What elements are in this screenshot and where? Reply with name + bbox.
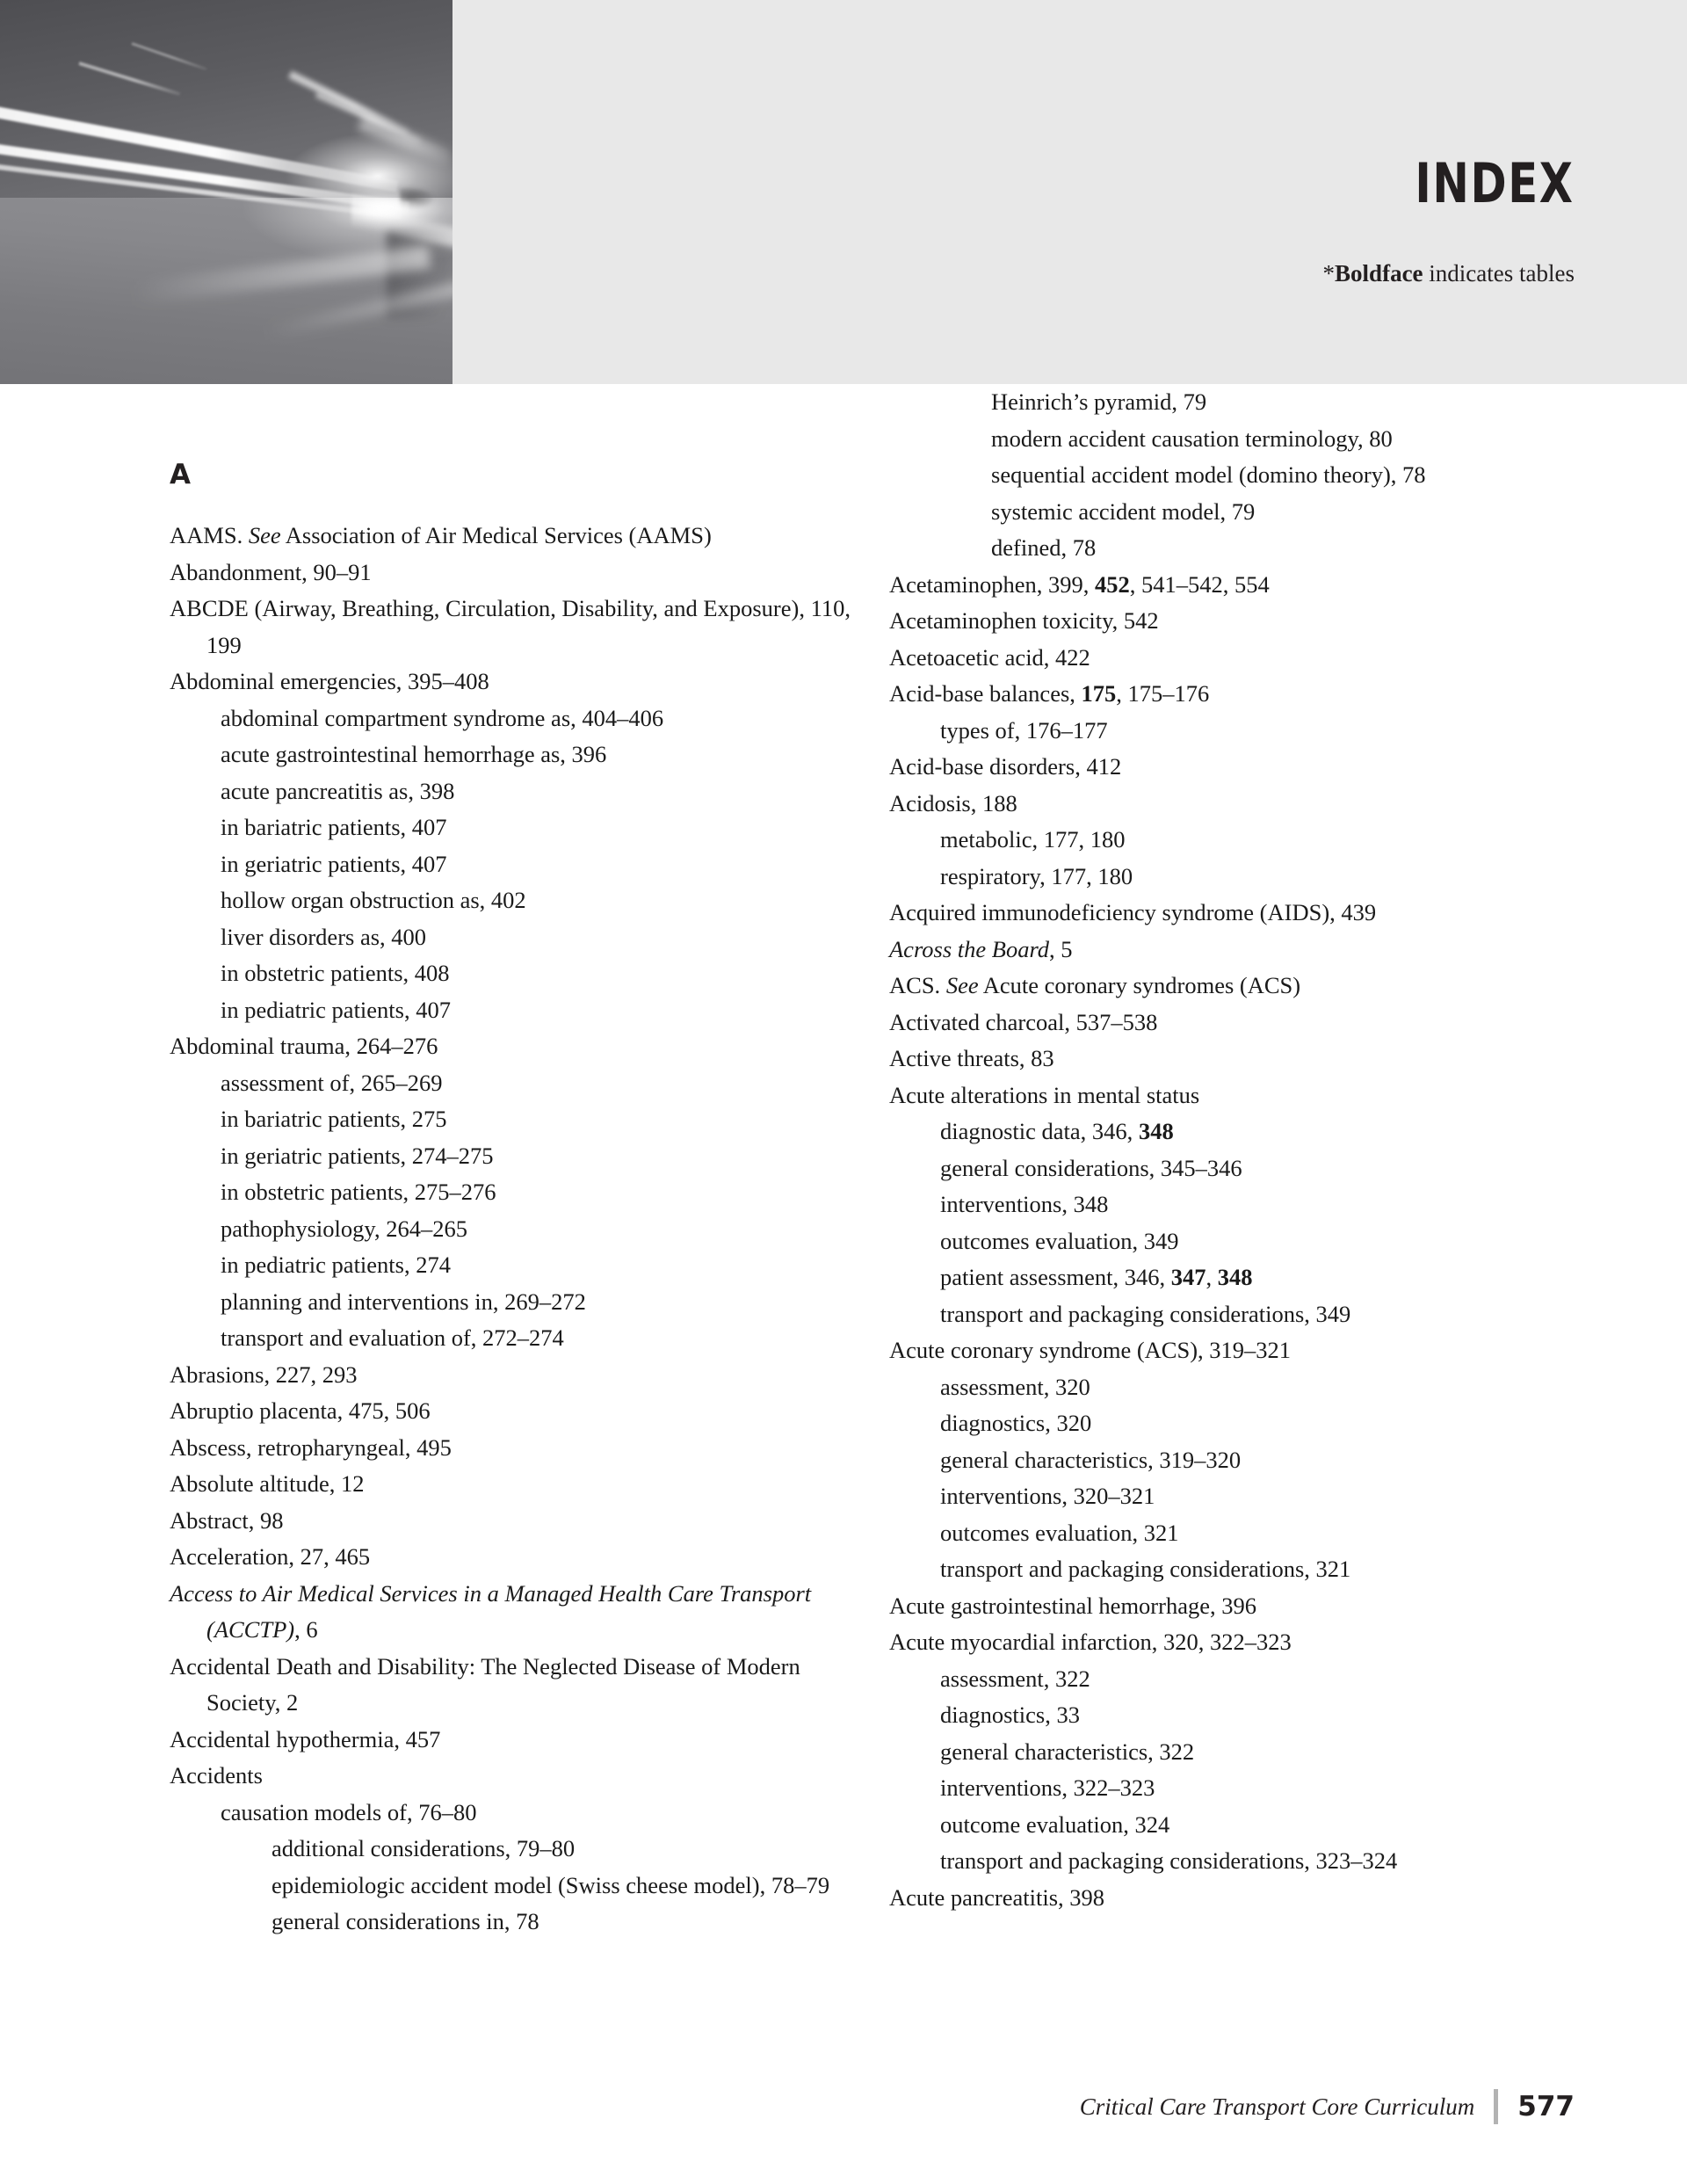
- index-entry: diagnostic data, 346, 348: [940, 1118, 1174, 1144]
- index-entry: additional considerations, 79–80: [272, 1835, 576, 1861]
- index-entry: Accidents: [170, 1762, 263, 1789]
- index-entry: Abscess, retropharyngeal, 495: [170, 1433, 452, 1461]
- index-entry: epidemiologic accident model (Swiss cheese model), 78–79: [272, 1871, 830, 1898]
- index-entry: hollow organ obstruction as, 402: [221, 887, 526, 913]
- index-entry: general considerations in, 78: [272, 1908, 539, 1934]
- photo-sky-region: [0, 0, 453, 200]
- footer-book-title: Critical Care Transport Core Curriculum: [1079, 2093, 1475, 2120]
- index-entry: assessment, 320: [940, 1373, 1090, 1400]
- boldface-legend-note: [1323, 262, 1575, 286]
- index-entry: abdominal compartment syndrome as, 404–406: [221, 704, 664, 731]
- index-entry: in pediatric patients, 274: [221, 1252, 451, 1278]
- index-entry: patient assessment, 346, 347, 348: [940, 1264, 1253, 1290]
- index-entry: Acute coronary syndrome (ACS), 319–321: [889, 1337, 1292, 1363]
- index-entry: Active threats, 83: [889, 1045, 1054, 1071]
- index-column-right: [889, 384, 1583, 1916]
- boldface-note-emphasis: Boldface: [1335, 260, 1423, 287]
- index-entry: transport and evaluation of, 272–274: [221, 1324, 564, 1351]
- index-entry: Across the Board, 5: [889, 935, 1073, 962]
- index-entry: liver disorders as, 400: [221, 923, 427, 950]
- index-entry: Absolute altitude, 12: [170, 1470, 365, 1497]
- index-entry: acute gastrointestinal hemorrhage as, 396: [221, 741, 607, 767]
- index-entry: Abandonment, 90–91: [170, 558, 372, 585]
- index-entry: acute pancreatitis as, 398: [221, 777, 455, 804]
- index-entry: Acetaminophen, 399, 452, 541–542, 554: [889, 570, 1270, 598]
- index-entry: general characteristics, 322: [940, 1738, 1195, 1765]
- index-entry: Accidental Death and Disability: The Neglected Disease of Modern Society, 2: [170, 1652, 800, 1716]
- index-entry: in bariatric patients, 275: [221, 1106, 447, 1132]
- index-entry: transport and packaging considerations, 323–324: [940, 1847, 1398, 1874]
- page-title: INDEX: [1415, 151, 1575, 215]
- index-entry: in obstetric patients, 275–276: [221, 1179, 496, 1205]
- index-entry: Activated charcoal, 537–538: [889, 1008, 1158, 1035]
- index-entry: Acidosis, 188: [889, 789, 1017, 816]
- index-entry: Acetoacetic acid, 422: [889, 643, 1090, 671]
- index-entry: modern accident causation terminology, 80: [991, 424, 1393, 452]
- index-entry: Acute gastrointestinal hemorrhage, 396: [889, 1592, 1256, 1619]
- index-entry: outcomes evaluation, 349: [940, 1227, 1179, 1254]
- index-entry: Access to Air Medical Services in a Managed Health Care Transport (ACCTP), 6: [170, 1579, 812, 1643]
- index-entry: Abrasions, 227, 293: [170, 1360, 358, 1388]
- index-entry-list-right: [889, 384, 1583, 1916]
- index-entry: outcome evaluation, 324: [940, 1810, 1170, 1838]
- index-entry: respiratory, 177, 180: [940, 862, 1133, 889]
- index-entry: Acquired immunodeficiency syndrome (AIDS), 439: [889, 899, 1377, 925]
- index-entry: assessment of, 265–269: [221, 1069, 443, 1096]
- index-entry: assessment, 322: [940, 1665, 1090, 1692]
- index-entry: causation models of, 76–80: [221, 1798, 477, 1825]
- boldface-note-rest: indicates tables: [1423, 260, 1575, 287]
- index-entry: ACS. See Acute coronary syndromes (ACS): [889, 972, 1301, 998]
- index-entry: metabolic, 177, 180: [940, 826, 1126, 853]
- index-entry: pathophysiology, 264–265: [221, 1215, 467, 1242]
- index-entry: Acute alterations in mental status: [889, 1081, 1200, 1108]
- index-entry: interventions, 322–323: [940, 1774, 1155, 1801]
- footer-page-number: 577: [1517, 2090, 1575, 2122]
- page-footer: [0, 2084, 1687, 2124]
- header-decorative-photo: [0, 0, 453, 384]
- index-entry: defined, 78: [991, 534, 1097, 561]
- index-entry: general considerations, 345–346: [940, 1154, 1242, 1181]
- index-entry: outcomes evaluation, 321: [940, 1519, 1179, 1546]
- index-entry: Abdominal trauma, 264–276: [170, 1033, 438, 1059]
- index-entry: transport and packaging considerations, 321: [940, 1556, 1351, 1582]
- index-entry: in geriatric patients, 274–275: [221, 1142, 494, 1169]
- section-letter-heading: A: [170, 459, 192, 490]
- index-entry: Abruptio placenta, 475, 506: [170, 1397, 431, 1424]
- index-entry: Abstract, 98: [170, 1506, 284, 1534]
- index-entry: Acetaminophen toxicity, 542: [889, 607, 1159, 634]
- index-entry: interventions, 320–321: [940, 1483, 1155, 1509]
- index-entry-list-left: [170, 518, 864, 1941]
- index-entry: in geriatric patients, 407: [221, 850, 447, 877]
- index-entry: Acid-base disorders, 412: [889, 753, 1122, 780]
- index-entry: general characteristics, 319–320: [940, 1446, 1242, 1473]
- index-entry: Acid-base balances, 175, 175–176: [889, 680, 1210, 707]
- index-entry: sequential accident model (domino theory), 78: [991, 461, 1426, 488]
- index-entry: in bariatric patients, 407: [221, 814, 447, 840]
- index-entry: Acute pancreatitis, 398: [889, 1883, 1105, 1911]
- index-entry: diagnostics, 33: [940, 1701, 1080, 1728]
- index-entry: ABCDE (Airway, Breathing, Circulation, Disability, and Exposure), 110, 199: [170, 595, 851, 658]
- index-entry: Heinrich’s pyramid, 79: [991, 388, 1207, 415]
- index-entry: Accidental hypothermia, 457: [170, 1725, 441, 1752]
- index-entry: AAMS. See Association of Air Medical Services (AAMS): [170, 522, 712, 548]
- index-entry: types of, 176–177: [940, 716, 1108, 744]
- page-header-band: [0, 0, 1687, 384]
- index-entry: Acceleration, 27, 465: [170, 1543, 371, 1570]
- index-entry: Abdominal emergencies, 395–408: [170, 668, 489, 694]
- footer-inner: [1080, 2089, 1575, 2124]
- index-entry: systemic accident model, 79: [991, 497, 1256, 525]
- index-entry: Acute myocardial infarction, 320, 322–323: [889, 1629, 1292, 1655]
- index-entry: planning and interventions in, 269–272: [221, 1288, 586, 1315]
- index-entry: in pediatric patients, 407: [221, 996, 451, 1023]
- index-column-left: [170, 384, 864, 1941]
- index-entry: interventions, 348: [940, 1191, 1109, 1217]
- index-entry: in obstetric patients, 408: [221, 960, 450, 986]
- boldface-note-asterisk: *: [1322, 260, 1336, 287]
- index-entry: transport and packaging considerations, 349: [940, 1300, 1351, 1327]
- index-entry: diagnostics, 320: [940, 1410, 1092, 1436]
